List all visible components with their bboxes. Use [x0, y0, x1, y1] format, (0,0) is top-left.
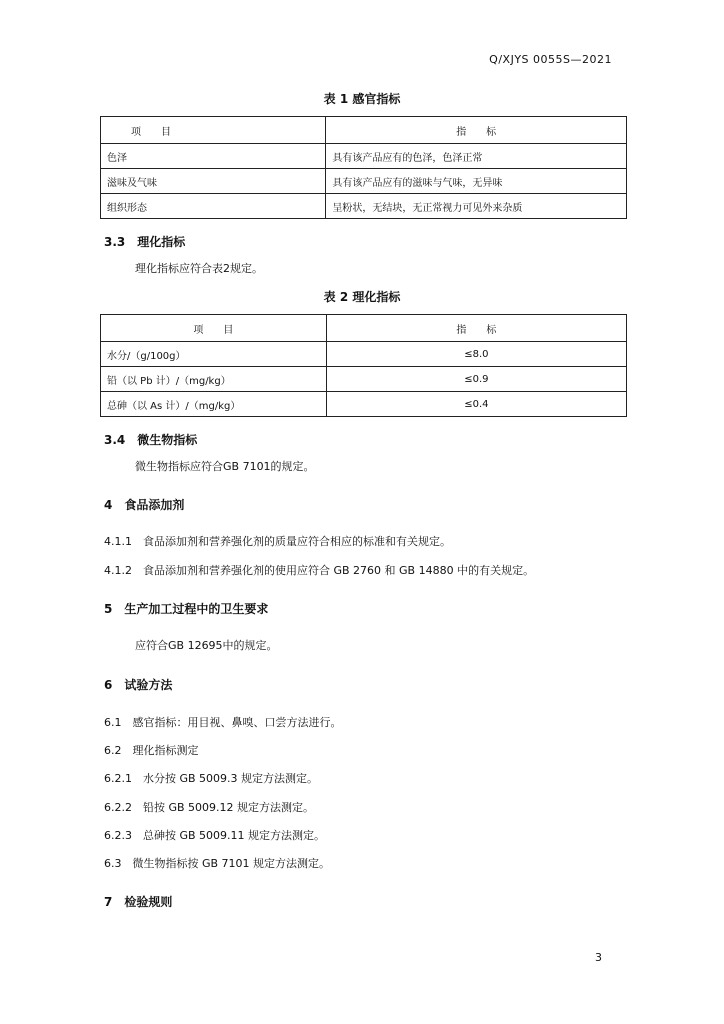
header-cell: 指 标 — [326, 117, 627, 144]
header-cell: 指 标 — [326, 315, 626, 342]
table-cell: 组织形态 — [101, 194, 326, 219]
header-cell: 项 目 — [101, 117, 326, 144]
section-6-title: 6 试验方法 — [104, 678, 173, 692]
table-header-row — [101, 117, 627, 144]
table2-physicochemical — [100, 314, 627, 417]
header-cell: 项 目 — [101, 315, 327, 342]
table-row — [101, 169, 627, 194]
table-cell: 具有该产品应有的滋味与气味，无异味 — [326, 169, 627, 194]
table1-sensory — [100, 116, 627, 219]
section-5-text: 应符合GB 12695中的规定。 — [135, 639, 278, 652]
section-4-1-1: 4.1.1 食品添加剂和营养强化剂的质量应符合相应的标准和有关规定。 — [104, 535, 451, 548]
section-7-title: 7 检验规则 — [104, 895, 173, 909]
section-3-4-text: 微生物指标应符合GB 7101的规定。 — [135, 460, 315, 473]
table-cell: ≤0.4 — [326, 392, 626, 417]
table-cell: 具有该产品应有的色泽，色泽正常 — [326, 144, 627, 169]
table-cell: 滋味及气味 — [101, 169, 326, 194]
section-6-1: 6.1 感官指标：用目视、鼻嗅、口尝方法进行。 — [104, 716, 342, 729]
table-cell: 呈粉状，无结块，无正常视力可见外来杂质 — [326, 194, 627, 219]
section-6-2: 6.2 理化指标测定 — [104, 744, 199, 757]
table-row — [101, 342, 627, 367]
section-3-4-title: 3.4 微生物指标 — [104, 433, 198, 447]
section-4-title: 4 食品添加剂 — [104, 498, 185, 512]
table-cell: ≤0.9 — [326, 367, 626, 392]
page-number: 3 — [595, 951, 602, 964]
table-header-row — [101, 315, 627, 342]
section-3-3-text: 理化指标应符合表2规定。 — [135, 262, 263, 275]
section-5-title: 5 生产加工过程中的卫生要求 — [104, 602, 269, 616]
table-cell: 总砷（以 As 计）/（mg/kg） — [101, 392, 327, 417]
table1-caption: 表 1 感官指标 — [323, 92, 401, 106]
section-4-1-2: 4.1.2 食品添加剂和营养强化剂的使用应符合 GB 2760 和 GB 14880 中的有关规定。 — [104, 564, 535, 577]
table2-caption: 表 2 理化指标 — [323, 290, 401, 304]
table-cell: ≤8.0 — [326, 342, 626, 367]
document-code: Q/XJYS 0055S—2021 — [489, 53, 612, 66]
table-row — [101, 392, 627, 417]
section-6-2-1: 6.2.1 水分按 GB 5009.3 规定方法测定。 — [104, 772, 319, 785]
table-row — [101, 194, 627, 219]
section-3-3-title: 3.3 理化指标 — [104, 235, 186, 249]
table-cell: 色泽 — [101, 144, 326, 169]
table-row — [101, 144, 627, 169]
section-6-2-2: 6.2.2 铅按 GB 5009.12 规定方法测定。 — [104, 801, 315, 814]
table-cell: 水分/（g/100g） — [101, 342, 327, 367]
section-6-2-3: 6.2.3 总砷按 GB 5009.11 规定方法测定。 — [104, 829, 326, 842]
section-6-3: 6.3 微生物指标按 GB 7101 规定方法测定。 — [104, 857, 331, 870]
table-cell: 铅（以 Pb 计）/（mg/kg） — [101, 367, 327, 392]
table-row — [101, 367, 627, 392]
